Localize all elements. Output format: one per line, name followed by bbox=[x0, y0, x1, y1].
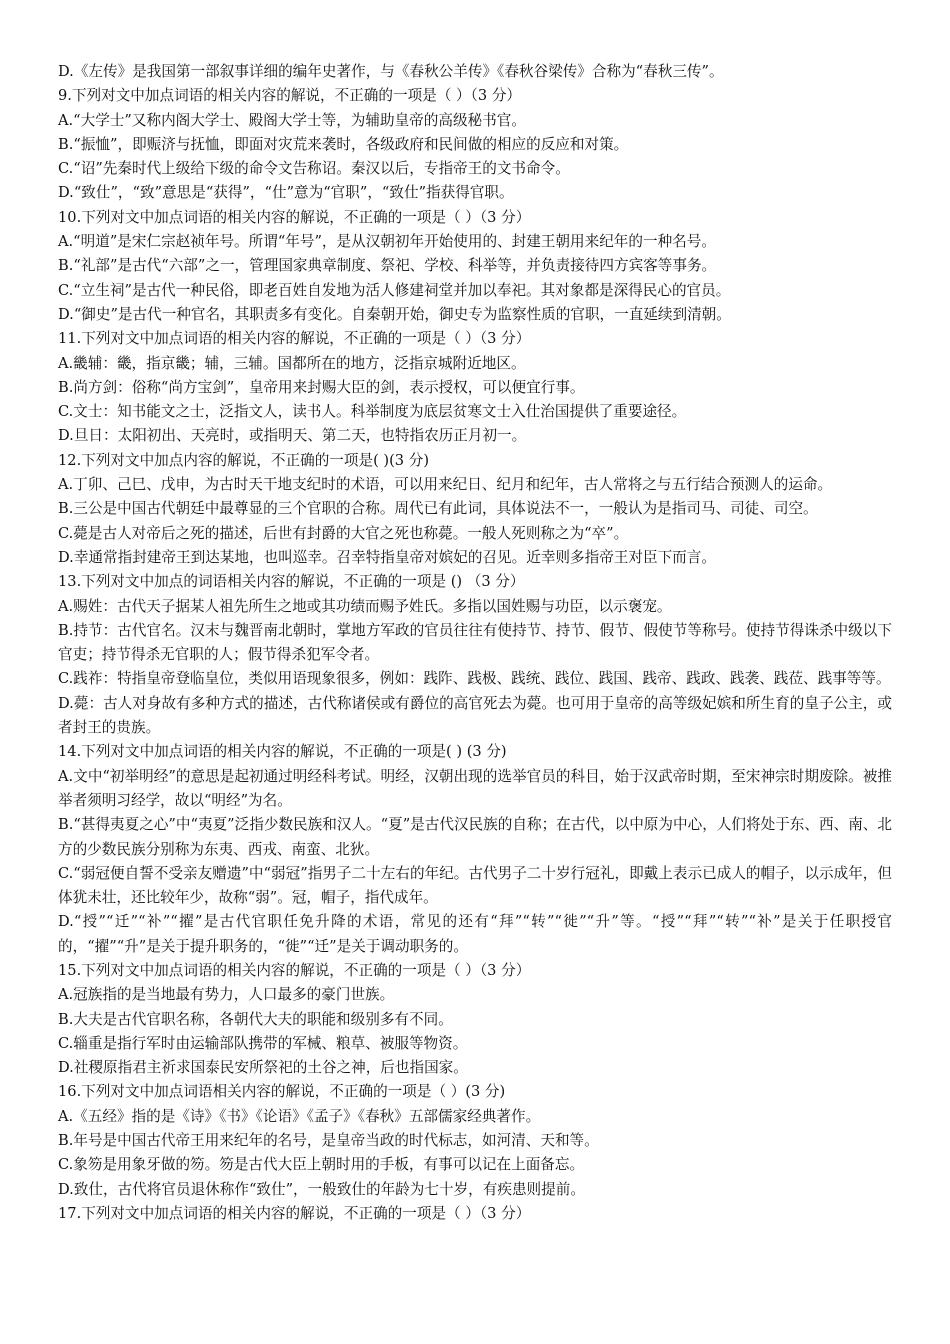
question-12: 12.下列对文中加点内容的解说，不正确的一项是( )(3 分) bbox=[58, 451, 430, 469]
option-d: D.幸通常指封建帝王到达某地，也叫巡幸。召幸特指皇帝对嫔妃的召见。近幸则多指帝王对臣下而言。 bbox=[58, 548, 716, 566]
question-13: 13.下列对文中加点的词语相关内容的解说，不正确的一项是 () （3 分） bbox=[58, 573, 525, 591]
option-d: D.“授”“迁”“补”“擢”是古代官职任免升降的术语，常见的还有“拜”“转”“徙”“升”等。“授”“拜”“转”“补”是关于任职授官的，“擢”“升”是关于提升职务的，“徙”“迁”是关于调动职务的。 bbox=[58, 913, 892, 955]
option-a: A.“明道”是宋仁宗赵祯年号。所谓“年号”，是从汉朝初年开始使用的、封建王朝用来纪年的一种名号。 bbox=[58, 233, 716, 251]
option-b: B.大夫是古代官职名称，各朝代大夫的职能和级别多有不同。 bbox=[58, 1010, 453, 1028]
question-11: 11.下列对文中加点词语的相关内容的解说，不正确的一项是（ ）（3 分） bbox=[58, 330, 531, 348]
option-c: C.象笏是用象牙做的笏。笏是古代大臣上朝时用的手板，有事可以记在上面备忘。 bbox=[58, 1156, 585, 1174]
option-a: A.冠族指的是当地最有势力，人口最多的豪门世族。 bbox=[58, 986, 395, 1004]
option-d: D.旦日：太阳初出、天亮时，或指明天、第二天，也特指农历正月初一。 bbox=[58, 427, 527, 445]
option-c: C.“诏”先秦时代上级给下级的命令文告称诏。秦汉以后，专指帝王的文书命令。 bbox=[58, 160, 570, 178]
option-d: D.“御史”是古代一种官名，其职责多有变化。自秦朝开始，御史专为监察性质的官职，一直延续到清朝。 bbox=[58, 305, 731, 323]
question-9: 9.下列对文中加点词语的相关内容的解说，不正确的一项是（ ）（3 分） bbox=[58, 87, 522, 105]
option-c: C.辎重是指行军时由运输部队携带的军械、粮草、被服等物资。 bbox=[58, 1034, 468, 1052]
option-c: C.“立生祠”是古代一种民俗，即老百姓自发地为活人修建祠堂并加以奉祀。其对象都是深得民心的官员。 bbox=[58, 281, 731, 299]
option-c: C.践祚：特指皇帝登临皇位，类似用语现象很多，例如：践阼、践极、践统、践位、践国、践帝、践政、践袭、践莅、践事等等。 bbox=[58, 670, 891, 688]
option-b: B.尚方剑：俗称“尚方宝剑”，皇帝用来封赐大臣的剑，表示授权，可以便宜行事。 bbox=[58, 378, 585, 396]
option-b: B.“礼部”是古代“六部”之一，管理国家典章制度、祭祀、学校、科举等，并负责接待四方宾客等事务。 bbox=[58, 257, 717, 275]
option-a: A.“大学士”又称内阁大学士、殿阁大学士等，为辅助皇帝的高级秘书官。 bbox=[58, 111, 526, 129]
option-a: A.文中“初举明经”的意思是起初通过明经科考试。明经，汉朝出现的选举官员的科目，始于汉武帝时期，至宋神宗时期废除。被推举者须明习经学，故以“明经”为名。 bbox=[58, 767, 892, 809]
question-14: 14.下列对文中加点词语的相关内容的解说，不正确的一项是( ) (3 分) bbox=[58, 743, 507, 761]
option-d: D.“致仕”，“致”意思是“获得”，“仕”意为“官职”，“致仕”指获得官职。 bbox=[58, 184, 514, 202]
option-b: B.年号是中国古代帝王用来纪年的名号，是皇帝当政的时代标志，如河清、天和等。 bbox=[58, 1132, 599, 1150]
option-b: B.三公是中国古代朝廷中最尊显的三个官职的合称。周代已有此词，具体说法不一，一般认为是指司马、司徒、司空。 bbox=[58, 500, 818, 518]
option-c: C.薨是古人对帝后之死的描述，后世有封爵的大官之死也称薨。一般人死则称之为“卒”。 bbox=[58, 524, 629, 542]
option-d: D.社稷原指君主祈求国泰民安所祭祀的土谷之神，后也指国家。 bbox=[58, 1059, 468, 1077]
question-17: 17.下列对文中加点词语的相关内容的解说，不正确的一项是（ ）（3 分） bbox=[58, 1204, 531, 1222]
question-10: 10.下列对文中加点词语的相关内容的解说，不正确的一项是（ ）（3 分） bbox=[58, 208, 531, 226]
option-b: B.“甚得夷夏之心”中“夷夏”泛指少数民族和汉人。“夏”是古代汉民族的自称；在古代，以中原为中心，人们将处于东、西、南、北方的少数民族分别称为东夷、西戎、南蛮、北狄。 bbox=[58, 816, 892, 858]
option-a: A.赐姓：古代天子据某人祖先所生之地或其功绩而赐予姓氏。多指以国姓赐与功臣，以示褒宠。 bbox=[58, 597, 672, 615]
option-b: B.持节：古代官名。汉末与魏晋南北朝时，掌地方军政的官员往往有使持节、持节、假节、假使节等称号。使持节得诛杀中级以下官吏；持节得杀无官职的人；假节得杀犯军令者。 bbox=[58, 621, 892, 664]
option-a: A.丁卯、己巳、戊申，为古时天干地支纪时的术语，可以用来纪日、纪月和纪年，古人常将之与五行结合预测人的运命。 bbox=[58, 476, 833, 494]
option-c: C.“弱冠便自誓不受亲友赠遗”中“弱冠”指男子二十左右的年纪。古代男子二十岁行冠礼，即戴上表示已成人的帽子，以示成年，但体犹未壮，还比较年少，故称“弱”。冠，帽子，指代成年。 bbox=[58, 864, 892, 907]
option-a: A.畿辅：畿，指京畿；辅，三辅。国都所在的地方，泛指京城附近地区。 bbox=[58, 354, 526, 372]
option-d: D.致仕，古代将官员退休称作“致仕”，一般致仕的年龄为七十岁，有疾患则提前。 bbox=[58, 1180, 585, 1198]
question-15: 15.下列对文中加点词语的相关内容的解说，不正确的一项是（ ）（3 分） bbox=[58, 961, 531, 979]
option-b: B.“振恤”，即赈济与抚恤，即面对灾荒来袭时，各级政府和民间做的相应的反应和对策。 bbox=[58, 135, 629, 153]
option-d: D.薨：古人对身故有多种方式的描述，古代称诸侯或有爵位的高官死去为薨。也可用于皇帝的高等级妃嫔和所生育的皇子公主，或者封王的贵族。 bbox=[58, 694, 892, 737]
option-c: C.文士：知书能文之士，泛指文人，读书人。科举制度为底层贫寒文士入仕治国提供了重要途径。 bbox=[58, 403, 687, 421]
question-16: 16.下列对文中加点词语相关内容的解说，不正确的一项是（ ）(3 分) bbox=[58, 1083, 506, 1101]
option-a: A.《五经》指的是《诗》《书》《论语》《孟子》《春秋》五部儒家经典著作。 bbox=[58, 1107, 541, 1125]
option-d-zuozhuan: D.《左传》是我国第一部叙事详细的编年史著作，与《春秋公羊传》《春秋谷梁传》合称为“春秋三传”。 bbox=[58, 63, 724, 80]
